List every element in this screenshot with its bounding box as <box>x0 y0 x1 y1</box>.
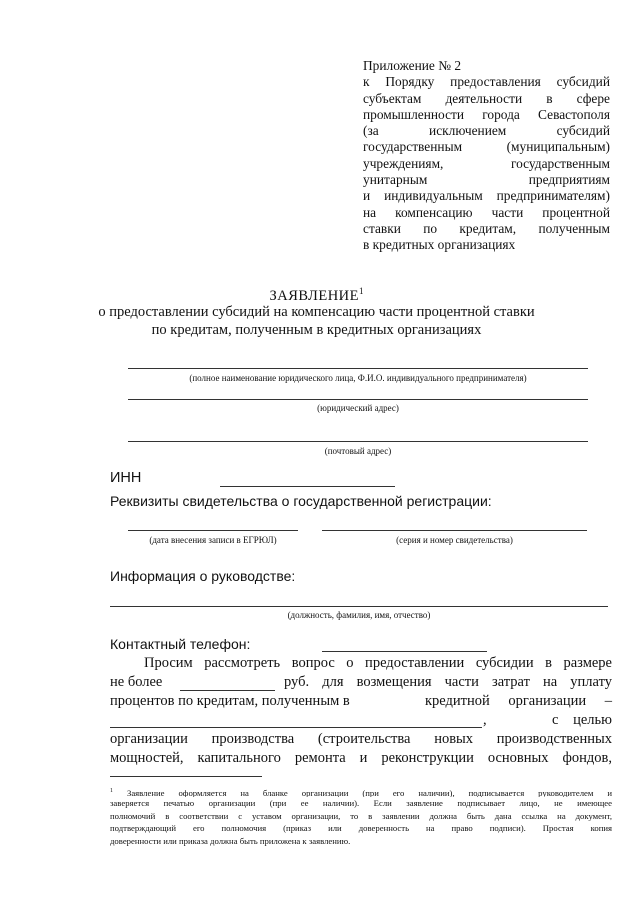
footnote-line: заверяется печатью организации (при ее наличии). Если заявление подписывает лицо, не имеющее <box>110 798 612 809</box>
annex-line: (за исключением субсидий <box>363 123 610 139</box>
postal-address-field[interactable] <box>128 441 588 442</box>
body-text: кредитной организации – <box>425 693 612 709</box>
head-info-field[interactable] <box>110 606 608 607</box>
subtitle-line: о предоставлении субсидий на компенсацию части процентной ставки <box>98 304 535 320</box>
legal-address-caption: (юридический адрес) <box>317 403 399 413</box>
body-line-3 <box>110 693 612 713</box>
inn-field[interactable] <box>220 486 395 487</box>
egrul-date-caption: (дата внесения записи в ЕГРЮЛ) <box>149 535 277 545</box>
phone-field[interactable] <box>322 651 487 652</box>
body-line: организации производства (строительства новых производственных <box>110 731 612 747</box>
annex-heading: Приложение № 2 <box>363 58 462 73</box>
cert-number-caption: (серия и номер свидетельства) <box>396 535 513 545</box>
body-line-4 <box>110 712 612 732</box>
postal-address-caption: (почтовый адрес) <box>324 446 392 456</box>
amount-field[interactable] <box>180 690 275 691</box>
annex-line: в кредитных организациях <box>363 237 516 253</box>
footnote-line: полномочий в соответствии с уставом организации, то в заявлении должна быть дана ссылка на документ, <box>110 810 612 821</box>
body-line: мощностей, капитального ремонта и реконструкции основных фондов, <box>110 750 612 766</box>
legal-name-field[interactable] <box>128 368 588 369</box>
title-text: ЗАЯВЛЕНИЕ <box>269 287 360 304</box>
credit-org-field[interactable] <box>110 727 482 728</box>
head-info-caption: (должность, фамилия, имя, отчество) <box>287 610 431 620</box>
registration-label: Реквизиты свидетельства о государственной регистрации: <box>110 493 492 509</box>
footnote-line: подтверждающий его полномочия (приказ или доверенность на право подписи). Простая копия <box>110 823 612 834</box>
phone-label: Контактный телефон: <box>110 636 251 652</box>
annex-line: государственным (муниципальным) <box>363 139 610 155</box>
head-label: Информация о руководстве: <box>110 568 296 584</box>
footnote-text: Заявление оформляется на бланке организации (при его наличии), подписывается руководителем и <box>126 787 612 798</box>
annex-line: учреждениям, государственным <box>363 155 610 171</box>
subtitle-line: по кредитам, полученным в кредитных организациях <box>151 322 482 338</box>
footnote-block <box>110 785 612 847</box>
footnote-separator <box>110 776 262 777</box>
body-text: руб. для возмещения части затрат на уплату <box>284 674 612 690</box>
annex-line: унитарным предприятиям <box>363 172 610 188</box>
body-text: целью <box>573 712 612 728</box>
footnote-mark: 1 <box>110 788 113 794</box>
title-footnote-mark: 1 <box>359 286 364 296</box>
annex-line: промышленности города Севастополя <box>363 106 610 122</box>
body-line-2 <box>110 674 612 694</box>
legal-address-field[interactable] <box>128 399 588 400</box>
annex-line: субъектам деятельности в сфере <box>363 90 610 106</box>
body-text: процентов по кредитам, полученным в <box>110 693 350 709</box>
egrul-date-field[interactable] <box>128 530 298 531</box>
body-text: не более <box>110 674 163 690</box>
annex-line: на компенсацию части процентной <box>363 204 610 220</box>
inn-label: ИНН <box>110 470 142 486</box>
body-text: с <box>552 712 559 728</box>
legal-name-caption: (полное наименование юридического лица, Ф.И.О. индивидуального предпринимателя) <box>189 373 527 383</box>
footnote-line: доверенности или приказа должна быть приложена к заявлению. <box>110 835 351 846</box>
cert-number-field[interactable] <box>322 530 587 531</box>
annex-line: и индивидуальным предпринимателям) <box>363 188 610 204</box>
annex-block <box>363 58 610 254</box>
annex-line: ставки по кредитам, полученным <box>363 220 610 236</box>
body-text: , <box>483 712 487 728</box>
footnote-line <box>110 785 612 797</box>
document-title <box>0 286 633 305</box>
annex-line: к Порядку предоставления субсидий <box>363 74 610 90</box>
body-line: Просим рассмотреть вопрос о предоставлении субсидии в размере <box>144 655 612 671</box>
